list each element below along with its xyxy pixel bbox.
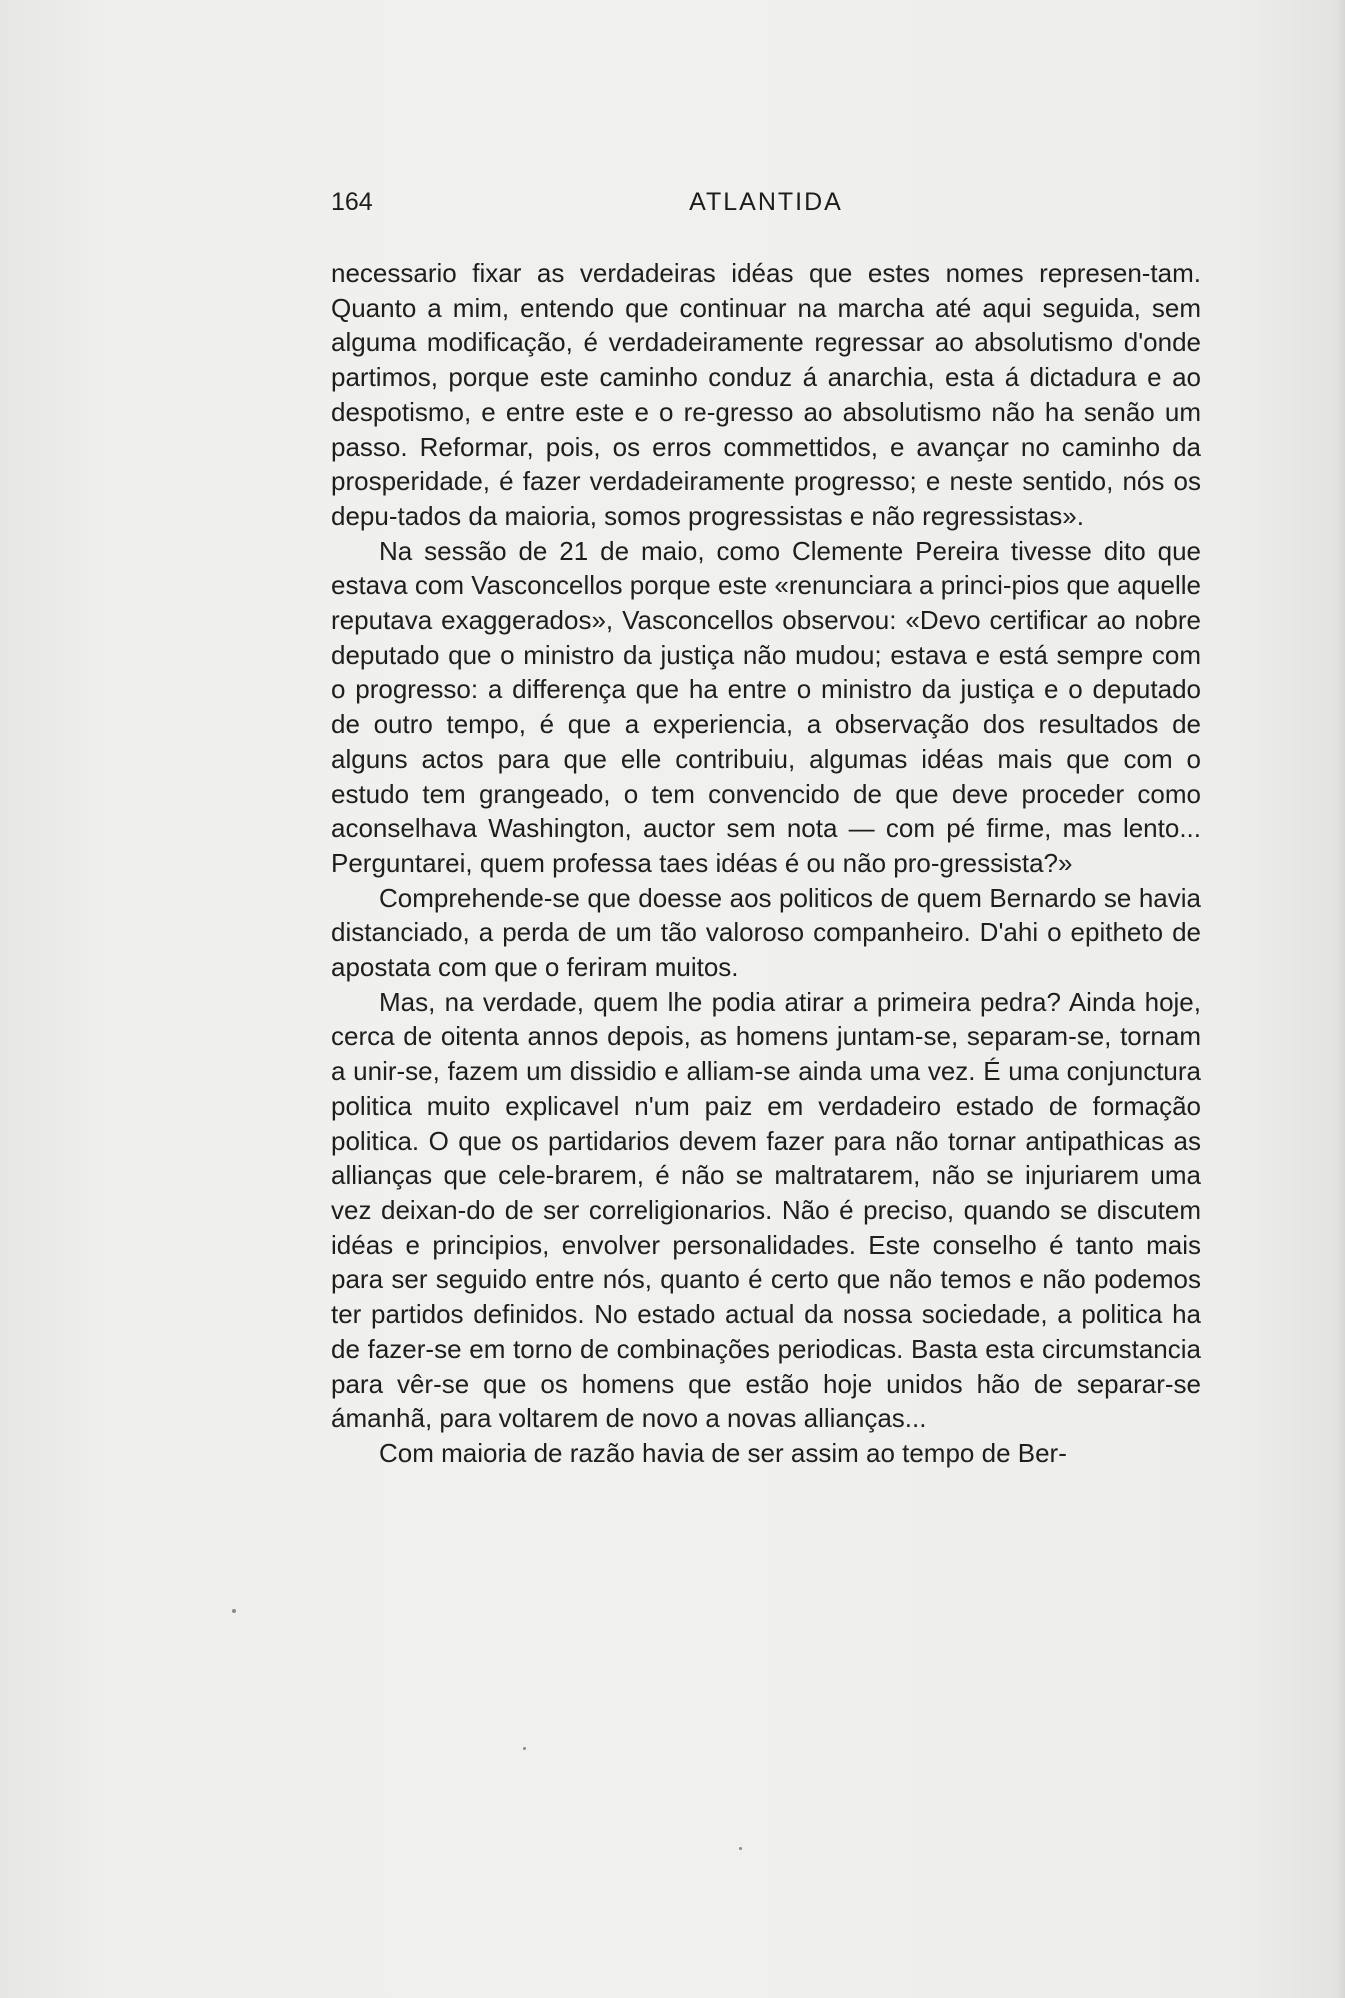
body-text (331, 256, 1201, 1471)
page-edge (1335, 0, 1345, 1998)
page-header (331, 188, 1201, 224)
paragraph: necessario fixar as verdadeiras idéas que estes nomes represen-tam. Quanto a mim, entendo que continuar na marcha até aqui seguida, sem alguma modificação, é verdadeiramente regressar ao absolutismo d'onde partimos, porque este caminho conduz á anarchia, esta á dictadura e ao despotismo, e entre este e o re-gresso ao absolutismo não ha senão um passo. Reformar, pois, os erros commettidos, e avançar no caminho da prosperidade, é fazer verdadeiramente progresso; e neste sentido, nós os depu-tados da maioria, somos progressistas e não regressistas». (331, 258, 1201, 531)
running-title: ATLANTIDA (689, 188, 843, 216)
paper-speck (232, 1609, 236, 1613)
page-number: 164 (331, 188, 373, 216)
paper-speck (739, 1847, 742, 1850)
paragraph: Na sessão de 21 de maio, como Clemente Pereira tivesse dito que estava com Vasconcellos porque este «renunciara a princi-pios que aquelle reputava exaggerados», Vasconcellos observou: «Devo certificar ao nobre deputado que o ministro da justiça não mudou; estava e está sempre com o progresso: a differença que ha entre o ministro da justiça e o deputado de outro tempo, é que a experiencia, a observação dos resultados de alguns actos para que elle contribuiu, algumas idéas mais que com o estudo tem grangeado, o tem convencido de que deve proceder como aconselhava Washington, auctor sem nota — com pé firme, mas lento... Perguntarei, quem professa taes idéas é ou não pro-gressista?» (331, 535, 1201, 878)
paragraph: Com maioria de razão havia de ser assim ao tempo de Ber- (379, 1437, 1067, 1468)
paper-speck (523, 1747, 526, 1750)
paragraph: Mas, na verdade, quem lhe podia atirar a primeira pedra? Ainda hoje, cerca de oitenta annos depois, as homens juntam-se, separam-se, tornam a unir-se, fazem um dissidio e alliam-se ainda uma vez. É uma conjunctura politica muito explicavel n'um paiz em verdadeiro estado de formação politica. O que os partidarios devem fazer para não tornar antipathicas as allianças que cele-brarem, é não se maltratarem, não se injuriarem uma vez deixan-do de ser correligionarios. Não é preciso, quando se discutem idéas e principios, envolver personalidades. Este conselho é tanto mais para ser seguido entre nós, quanto é certo que não temos e não podemos ter partidos definidos. No estado actual da nossa sociedade, a politica ha de fazer-se em torno de combinações periodicas. Basta esta circumstancia para vêr-se que os homens que estão hoje unidos hão de separar-se ámanhã, para voltarem de novo a novas allianças... (331, 986, 1201, 1434)
paragraph: Comprehende-se que doesse aos politicos de quem Bernardo se havia distanciado, a perda de um tão valoroso companheiro. D'ahi o epitheto de apostata com que o feriram muitos. (331, 882, 1201, 983)
